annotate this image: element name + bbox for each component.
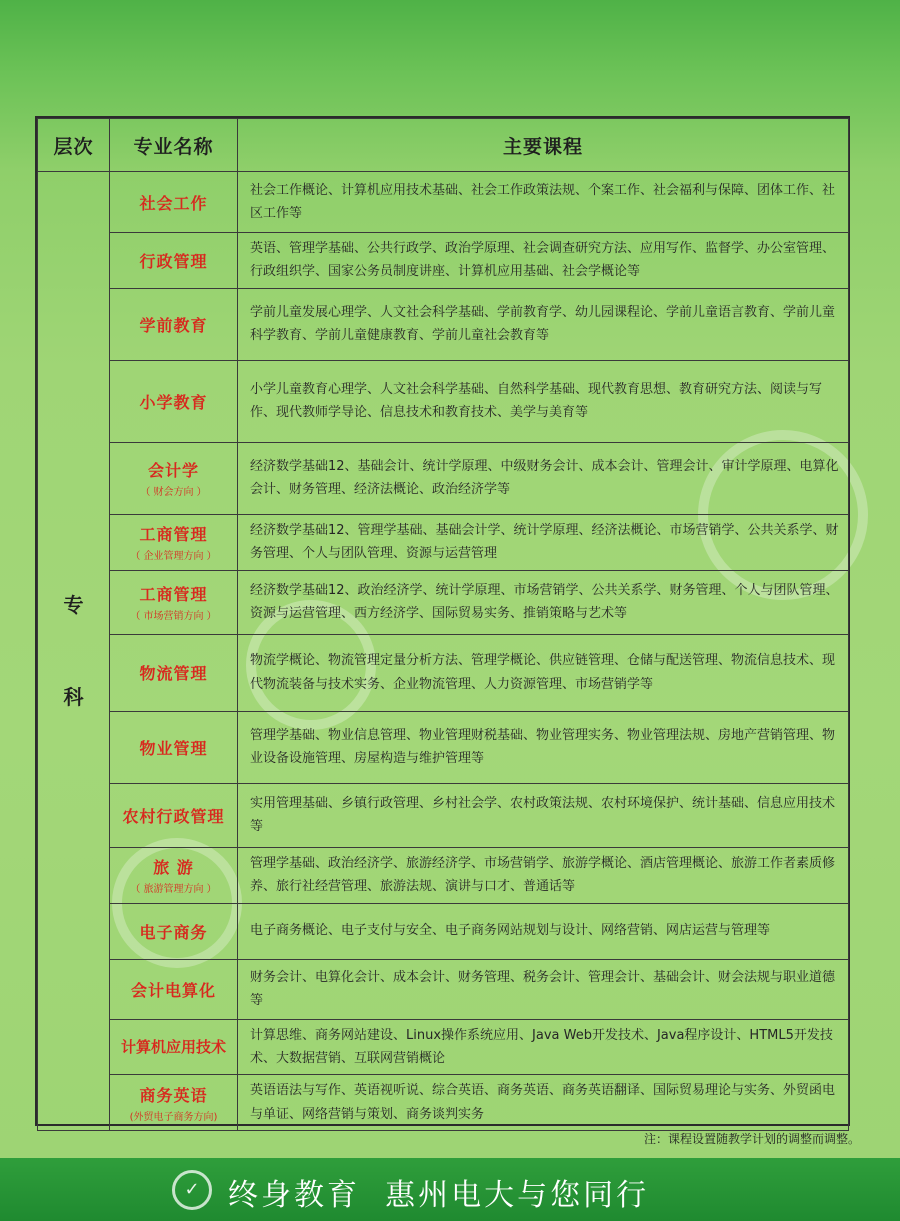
table-row (38, 570, 849, 634)
major-direction: （ 企业管理方向 ） (130, 551, 217, 563)
courses-cell: 经济数学基础12、基础会计、统计学原理、中级财务会计、成本会计、管理会计、审计学原理、电算化会计、财务管理、经济法概论、政治经济学等 (238, 442, 849, 514)
table-row (38, 288, 849, 360)
courses-cell: 实用管理基础、乡镇行政管理、乡村社会学、农村政策法规、农村环境保护、统计基础、信息应用技术等 (238, 783, 849, 847)
course-table (37, 118, 849, 1131)
leaf-logo-icon: ✓ (172, 1170, 212, 1210)
major-name: 会计电算化 (130, 980, 216, 1000)
major-cell (110, 172, 238, 233)
table-row (38, 514, 849, 570)
courses-cell: 管理学基础、政治经济学、旅游经济学、市场营销学、旅游学概论、酒店管理概论、旅游工作者素质修养、旅行社经营管理、旅游法规、演讲与口才、普通话等 (238, 847, 849, 903)
major-name: 工商管理 (139, 525, 208, 545)
major-cell (110, 1019, 238, 1075)
major-cell (110, 959, 238, 1019)
header-courses: 主要课程 (238, 119, 849, 172)
header-major: 专业名称 (110, 119, 238, 172)
major-direction: （ 财会方向 ） (140, 487, 207, 499)
table-row (38, 847, 849, 903)
major-name: 学前教育 (139, 315, 208, 335)
courses-cell: 经济数学基础12、管理学基础、基础会计学、统计学原理、经济法概论、市场营销学、公共关系学、财务管理、个人与团队管理、资源与运营管理 (238, 514, 849, 570)
major-name: 工商管理 (139, 585, 208, 605)
header-level: 层次 (38, 119, 110, 172)
table-row (38, 959, 849, 1019)
courses-cell: 经济数学基础12、政治经济学、统计学原理、市场营销学、公共关系学、财务管理、个人与团队管理、资源与运营管理、西方经济学、国际贸易实务、推销策略与艺术等 (238, 570, 849, 634)
table-row (38, 783, 849, 847)
table-row (38, 1019, 849, 1075)
slogan-text: 终身教育 惠州电大与您同行 (228, 1178, 650, 1213)
major-cell (110, 288, 238, 360)
major-cell (110, 360, 238, 442)
footer-banner (0, 1158, 900, 1221)
level-cell (38, 172, 110, 1131)
courses-cell: 物流学概论、物流管理定量分析方法、管理学概论、供应链管理、仓储与配送管理、物流信息技术、现代物流装备与技术实务、企业物流管理、人力资源管理、市场营销学等 (238, 634, 849, 711)
table-row (38, 172, 849, 233)
courses-cell: 社会工作概论、计算机应用技术基础、社会工作政策法规、个案工作、社会福利与保障、团体工作、社区工作等 (238, 172, 849, 233)
major-name: 物业管理 (139, 738, 208, 758)
major-name: 小学教育 (139, 392, 208, 412)
course-table-container (35, 116, 850, 1126)
table-row (38, 442, 849, 514)
major-name: 社会工作 (139, 193, 208, 213)
major-name: 物流管理 (139, 664, 208, 684)
courses-cell: 英语、管理学基础、公共行政学、政治学原理、社会调查研究方法、应用写作、监督学、办公室管理、行政组织学、国家公务员制度讲座、计算机应用基础、社会学概论等 (238, 233, 849, 289)
table-row (38, 711, 849, 783)
footnote: 注：课程设置随教学计划的调整而调整。 (643, 1132, 860, 1146)
courses-cell: 管理学基础、物业信息管理、物业管理财税基础、物业管理实务、物业管理法规、房地产营销管理、物业设备设施管理、房屋构造与维护管理等 (238, 711, 849, 783)
major-name: 农村行政管理 (122, 806, 225, 826)
table-row (38, 1075, 849, 1131)
major-cell (110, 1075, 238, 1131)
table-header-row (38, 119, 849, 172)
major-name: 电子商务 (139, 922, 208, 942)
major-direction: （ 市场营销方向 ） (130, 611, 217, 623)
table-row (38, 634, 849, 711)
major-direction: (外贸电子商务方向) (129, 1111, 218, 1123)
major-cell (110, 711, 238, 783)
major-name: 会计学 (147, 461, 199, 481)
courses-cell: 计算思维、商务网站建设、Linux操作系统应用、Java Web开发技术、Java程序设计、HTML5开发技术、大数据营销、互联网营销概论 (238, 1019, 849, 1075)
table-row (38, 360, 849, 442)
major-cell (110, 634, 238, 711)
major-cell (110, 783, 238, 847)
table-row (38, 233, 849, 289)
major-cell (110, 442, 238, 514)
major-cell (110, 847, 238, 903)
major-name: 商务英语 (139, 1085, 208, 1105)
major-cell (110, 903, 238, 959)
major-name: 行政管理 (139, 251, 208, 271)
courses-cell: 学前儿童发展心理学、人文社会科学基础、学前教育学、幼儿园课程论、学前儿童语言教育、学前儿童科学教育、学前儿童健康教育、学前儿童社会教育等 (238, 288, 849, 360)
major-cell (110, 514, 238, 570)
courses-cell: 英语语法与写作、英语视听说、综合英语、商务英语、商务英语翻译、国际贸易理论与实务、外贸函电与单证、网络营销与策划、商务谈判实务 (238, 1075, 849, 1131)
major-cell (110, 233, 238, 289)
major-cell (110, 570, 238, 634)
level-label: 专 科 (63, 593, 84, 710)
major-name: 计算机应用技术 (120, 1038, 226, 1057)
courses-cell: 小学儿童教育心理学、人文社会科学基础、自然科学基础、现代教育思想、教育研究方法、阅读与写作、现代教师学导论、信息技术和教育技术、美学与美育等 (238, 360, 849, 442)
courses-cell: 财务会计、电算化会计、成本会计、财务管理、税务会计、管理会计、基础会计、财会法规与职业道德等 (238, 959, 849, 1019)
courses-cell: 电子商务概论、电子支付与安全、电子商务网站规划与设计、网络营销、网店运营与管理等 (238, 903, 849, 959)
major-name: 旅 游 (153, 858, 194, 878)
major-direction: （ 旅游管理方向 ） (130, 884, 217, 896)
table-row (38, 903, 849, 959)
